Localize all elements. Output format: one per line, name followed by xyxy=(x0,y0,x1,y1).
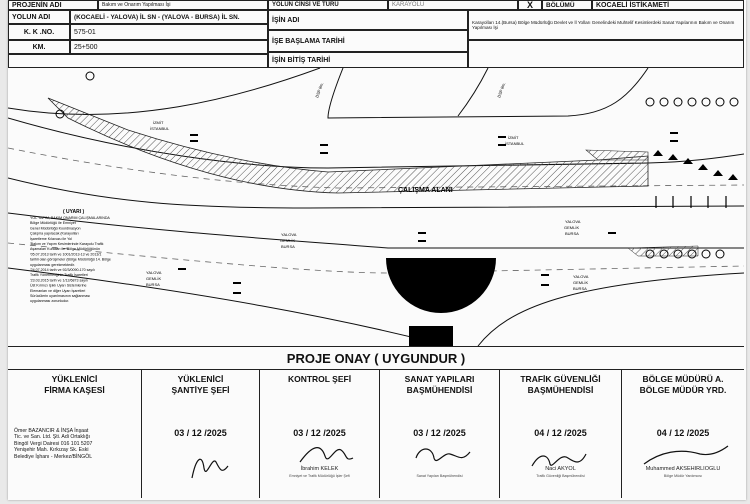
warning-note-line: İşaretleme Kılavuzu ile Yol xyxy=(30,236,72,241)
bolumu-label: BÖLÜMÜ xyxy=(542,0,592,10)
yolun-adi-value: (KOCAELİ - YALOVA) İL SN - (YALOVA - BURSA) İL SN. xyxy=(70,10,268,24)
yolun-adi-label: YOLUN ADI xyxy=(8,10,70,24)
proje-adi-value: Bakım ve Onarım Yapılması İşi xyxy=(98,0,268,10)
warning-note-line: Çalışma yapılacak (Karayolları xyxy=(30,231,79,236)
roundabout-island xyxy=(386,258,496,313)
date-santiye: 03 / 12 /2025 xyxy=(174,428,227,438)
date-sanat: 03 / 12 /2025 xyxy=(413,428,466,438)
warning-note-title: ( UYARI ) xyxy=(63,209,85,215)
warning-note-line: uygulanması gerekmektedir. xyxy=(30,262,75,267)
isin-adi-label: İŞİN ADI xyxy=(268,10,468,30)
work-zone-label: ÇALIŞMA ALANI xyxy=(398,187,453,194)
signature-santiye xyxy=(182,448,232,484)
date-kontrol: 03 / 12 /2025 xyxy=(293,428,346,438)
gemlik-label-2: GEMLİK xyxy=(564,225,580,230)
work-zone-taper xyxy=(586,150,648,160)
plan-svg xyxy=(8,68,744,346)
warning-note-line: Bölge Müdürlüğü ile Emniyet xyxy=(30,221,76,226)
warning-note-line: tarihli olan görüşmeler (Bölge Müdürlüğü 14. Bölge xyxy=(30,257,111,262)
warning-note-line: YOL YAPIM, BAKIM ONARIM ÇALIŞMALARINDA xyxy=(30,216,110,220)
km-label: KM. xyxy=(8,40,70,54)
date-trafik: 04 / 12 /2025 xyxy=(534,428,587,438)
yalova-label-1: YALOVA xyxy=(281,232,297,237)
km-value: 25+500 xyxy=(70,40,268,54)
approval-col-trafik: TRAFİK GÜVENLİĞİ BAŞMÜHENDİSİ 04 / 12 /2025 Naci AKYOL Trafik Güvenliği Başmühendisi xyxy=(500,370,622,498)
title-sanat: Sanat Yapıları Başmühendisi xyxy=(416,474,463,478)
warning-note-line: uygulanması zorunludur. xyxy=(30,299,70,304)
header-table xyxy=(8,0,744,68)
firm-stamp-text: Ömer BAZANCIR & İNŞA İnşaat Tic. ve San. Ltd. Şti. Adi Ortaklığı Bingöl Vergi Dairesi 016 101 5207 Yenişehir Mah. Kırkızay Sk. Eski Belediye İşhanı - Merkez/BİNGÖL xyxy=(14,428,93,460)
yalova-label-2: YALOVA xyxy=(565,219,581,224)
proje-adi-label: PROJENİN ADI xyxy=(8,0,98,10)
sign-left-1 xyxy=(86,72,94,80)
warning-note-line: 'Bakım ve Yapım Kesimlerinde Karayolu Trafik xyxy=(30,242,104,246)
gemlik-label-4: GEMLİK xyxy=(573,280,589,285)
traffic-plan-drawing xyxy=(8,68,744,346)
dsp-label-1: DSP 8m. xyxy=(314,81,325,99)
gemlik-label-3: GEMLİK xyxy=(146,276,162,281)
warning-note-line: Üst Kırmızı Işıklı Uyarı Sistemlerine xyxy=(30,283,87,288)
approval-col-santiye: YÜKLENİCİ ŞANTİYE ŞEFİ 03 / 12 /2025 xyxy=(142,370,260,498)
istanbul-label-1: İSTANBUL xyxy=(150,126,170,131)
bursa-label-4: BURSA xyxy=(573,286,587,291)
approval-col-firm xyxy=(8,370,142,498)
road-edge-north-1 xyxy=(8,68,320,114)
name-bolge: Muhammed AKSEHIRLIOGLU xyxy=(645,466,721,472)
col-head: YÜKLENİCİ FİRMA KAŞESİ xyxy=(44,374,105,395)
approval-col-sanat: SANAT YAPILARI BAŞMÜHENDİSİ 03 / 12 /2025 Sanat Yapıları Başmühendisi xyxy=(380,370,500,498)
izmit-label-1: İZMİT xyxy=(153,120,164,125)
approval-title: PROJE ONAY ( UYGUNDUR ) xyxy=(8,346,744,370)
kk-no-label: K. K .NO. xyxy=(8,24,70,40)
bolumu-value: KOCAELİ İSTİKAMETİ xyxy=(592,0,744,10)
izmit-label-2: İZMİT xyxy=(508,135,519,140)
warning-note-line: '23.03.2015 tarih ve 1/12/6873 sayılı xyxy=(30,278,88,283)
warning-note-line: Sürücülerin uyarılmasının sağlanması xyxy=(30,294,91,298)
warning-note-line: Elemanları ve diğer Uyarı İşaretleri xyxy=(30,288,86,293)
ise-baslama-value xyxy=(468,40,744,68)
central-block xyxy=(409,326,453,346)
gemlik-label-1: GEMLİK xyxy=(280,238,296,243)
warning-note-line: '05.07.2013 tarih ve 1001/2013-13 ve 2013/1 xyxy=(30,252,102,257)
yolun-cinsi-mark: X xyxy=(518,0,542,10)
bursa-label-2: BURSA xyxy=(565,231,579,236)
bursa-label-1: BURSA xyxy=(281,244,295,249)
road-edge-south-2 xyxy=(478,273,744,346)
yolun-cinsi-label: YOLUN CİNSİ VE TÜRÜ xyxy=(268,0,388,10)
approval-table xyxy=(8,346,744,500)
signature-sanat xyxy=(410,442,472,472)
isin-bitis-label: İŞİN BİTİŞ TARİHİ xyxy=(268,52,468,68)
warning-note-line: Trafik Yönetmeliğinin Trafik İşaretleri xyxy=(30,273,88,278)
road-edge-north-2 xyxy=(328,68,648,118)
istanbul-label-2: İSTANBUL xyxy=(505,141,525,146)
kk-no-value: 575-01 xyxy=(70,24,268,40)
lower-hatch-strip xyxy=(628,246,698,256)
ramp-edge xyxy=(458,68,488,116)
approval-col-kontrol: KONTROL ŞEFİ 03 / 12 /2025 İbrahim KELEK Emniyet ve Trafik Müdürlüğü İşler Şefi xyxy=(260,370,380,498)
warning-note-line: '24.07.2014 tarih ve 92/3/0090-170 sayılı xyxy=(30,268,96,272)
bursa-label-3: BURSA xyxy=(146,282,160,287)
taper-cones-top xyxy=(653,150,738,180)
title-bolge: Bölge Müdür Yardımcısı xyxy=(663,474,703,478)
sign-row-top xyxy=(646,98,738,106)
road-edge-lower xyxy=(8,213,744,248)
yalova-label-3: YALOVA xyxy=(146,270,162,275)
isin-adi-value: Karayolları 14.(Bursa) Bölge Müdürlüğü Devlet ve İl Yolları Genelindeki Muhtelif Kesimlerdeki Sanat Yapılarının Bakım ve Onarım Yapılması İşi xyxy=(468,10,744,40)
title-kontrol: Emniyet ve Trafik Müdürlüğü İşler Şefi xyxy=(289,474,350,478)
ise-baslama-label: İŞE BAŞLAMA TARİHİ xyxy=(268,30,468,52)
dsp-label-2: DSP 8m. xyxy=(496,81,507,99)
name-kontrol: İbrahim KELEK xyxy=(300,466,339,472)
yalova-label-4: YALOVA xyxy=(573,274,589,279)
title-trafik: Trafik Güvenliği Başmühendisi xyxy=(536,474,585,478)
approval-col-bolge: BÖLGE MÜDÜRÜ A. BÖLGE MÜDÜR YRD. 04 / 12 /2025 Muhammed AKSEHIRLIOGLU Bölge Müdür Yardımcısı xyxy=(622,370,744,498)
header-blank-row xyxy=(8,54,268,68)
yolun-cinsi-value: KARAYOLU xyxy=(388,0,518,10)
name-trafik: Naci AKYOL xyxy=(545,466,576,472)
warning-note-line: Genel Müdürlüğü Koordinasyon xyxy=(30,226,81,231)
warning-note-line: Aşamaları Kuralları ile 'Bölge Müdürlüğünün xyxy=(30,247,101,252)
date-bolge: 04 / 12 /2025 xyxy=(656,428,710,438)
